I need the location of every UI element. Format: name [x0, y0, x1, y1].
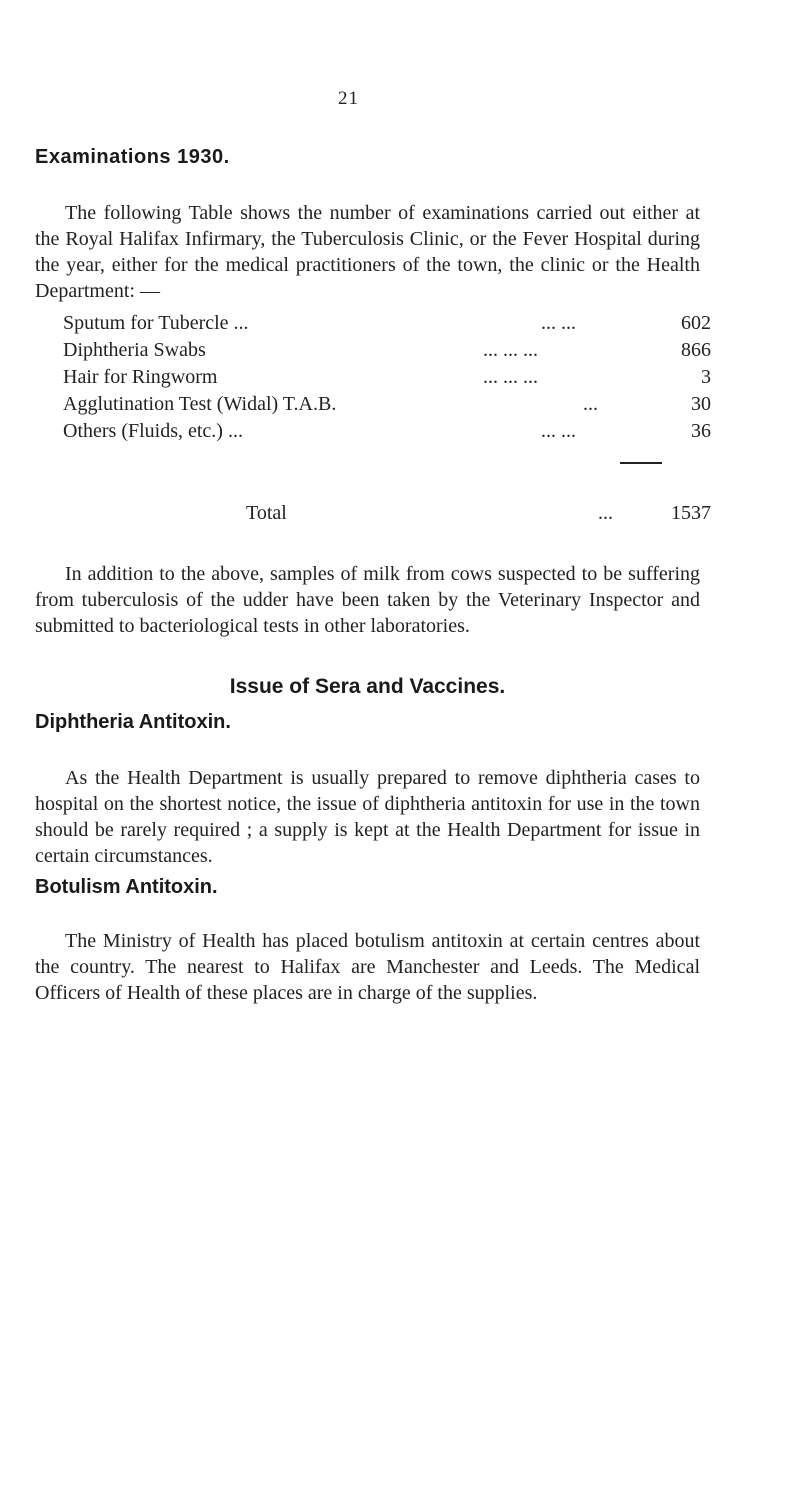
examinations-table	[63, 310, 713, 445]
total-value: 1537	[671, 502, 711, 524]
row-label: Hair for Ringworm	[63, 366, 218, 388]
total-row	[63, 498, 713, 528]
table-row	[63, 391, 713, 418]
total-label: Total	[246, 502, 287, 524]
row-value: 36	[691, 420, 711, 442]
addition-paragraph: In addition to the above, samples of milk from cows suspected to be suffering from tuberculosis of the udder have been taken by the Veterinary Inspector and submitted to bacteriological tests in other laboratories.	[35, 563, 700, 637]
page-number: 21	[338, 88, 359, 109]
table-row	[63, 364, 713, 391]
table-row	[63, 310, 713, 337]
row-label: Diphtheria Swabs	[63, 339, 206, 361]
row-dots: ... ...	[541, 312, 576, 334]
examinations-heading: Examinations 1930.	[35, 146, 230, 168]
botulism-heading: Botulism Antitoxin.	[35, 876, 218, 898]
row-dots: ...	[583, 393, 598, 415]
table-row	[63, 418, 713, 445]
botulism-paragraph: The Ministry of Health has placed botulism antitoxin at certain centres about the country. The nearest to Halifax are Manchester and Leeds. The Medical Officers of Health of these places are in charge of the supplies.	[35, 930, 700, 1004]
diphtheria-heading: Diphtheria Antitoxin.	[35, 711, 231, 733]
row-label: Agglutination Test (Widal) T.A.B.	[63, 393, 337, 415]
row-dots: ... ...	[541, 420, 576, 442]
row-value: 30	[691, 393, 711, 415]
total-rule	[620, 462, 662, 464]
row-label: Others (Fluids, etc.) ...	[63, 420, 243, 442]
sera-heading: Issue of Sera and Vaccines.	[229, 675, 506, 698]
table-row	[63, 337, 713, 364]
row-value: 866	[681, 339, 711, 361]
row-label: Sputum for Tubercle ...	[63, 312, 249, 334]
total-dots: ...	[598, 502, 613, 524]
examinations-intro: The following Table shows the number of examinations carried out either at the Royal Halifax Infirmary, the Tuberculosis Clinic, or the Fever Hospital during the year, either for the medical practitioners of the town, the clinic or the Health Department: —	[35, 202, 700, 302]
row-dots: ... ... ...	[483, 339, 538, 361]
row-dots: ... ... ...	[483, 366, 538, 388]
row-value: 3	[701, 366, 711, 388]
row-value: 602	[681, 312, 711, 334]
diphtheria-paragraph: As the Health Department is usually prepared to remove diphtheria cases to hospital on the shortest notice, the issue of diphtheria antitoxin for use in the town should be rarely required ; a supply is kept at the Health Department for issue in certain circumstances.	[35, 767, 700, 867]
